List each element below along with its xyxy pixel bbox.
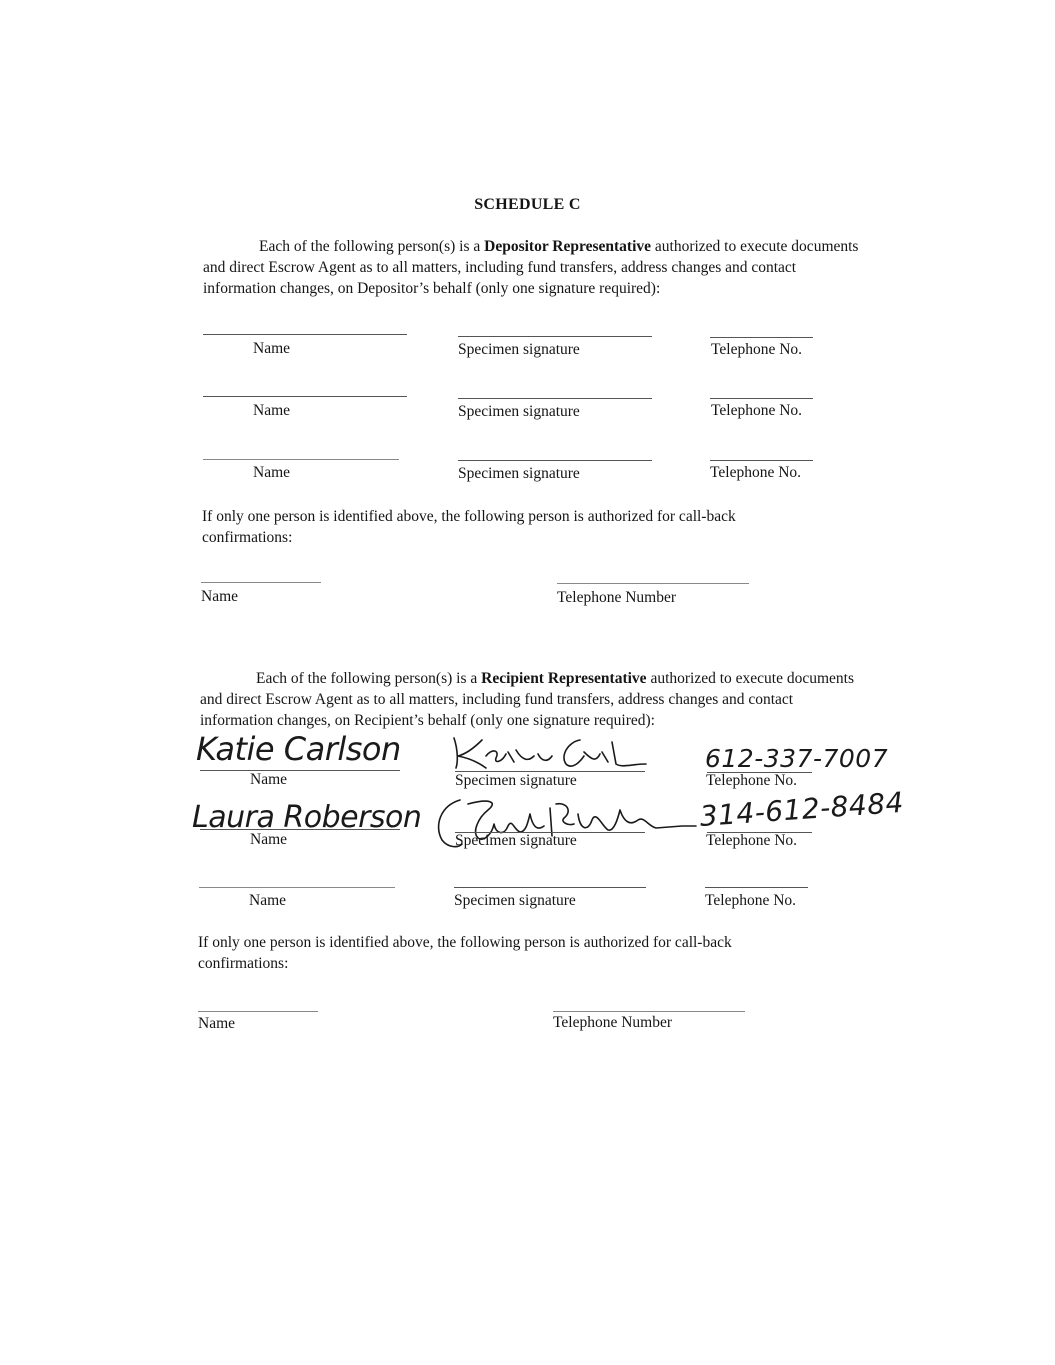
recipient-name-line-1 bbox=[200, 770, 400, 771]
depositor-name-label-1: Name bbox=[253, 340, 291, 357]
recipient-phone-line-3 bbox=[705, 887, 808, 888]
depositor-name-label-2: Name bbox=[253, 402, 291, 419]
depositor-name-line-2 bbox=[203, 396, 407, 397]
depositor-signature-label-1: Specimen signature bbox=[458, 341, 580, 358]
depositor-intro-text-end: authorized to execute documents and direct Escrow Agent as to all matters, including fund transfers, address changes and contact information changes, on Depositor’s behalf (only one signature required): bbox=[203, 238, 859, 297]
depositor-phone-label-1: Telephone No. bbox=[711, 341, 803, 358]
recipient-intro-text-start: Each of the following person(s) is a bbox=[256, 670, 482, 687]
recipient-callback-name-line bbox=[198, 1011, 318, 1012]
depositor-callback-phone-line bbox=[557, 583, 749, 584]
recipient-representative-term: Recipient Representative bbox=[481, 670, 647, 687]
depositor-signature-line-1 bbox=[458, 336, 652, 337]
recipient-signature-1 bbox=[452, 734, 652, 774]
recipient-phone-label-3: Telephone No. bbox=[705, 892, 797, 909]
depositor-signature-line-3 bbox=[458, 460, 652, 461]
depositor-phone-label-3: Telephone No. bbox=[710, 464, 802, 481]
recipient-callback-phone-line bbox=[553, 1011, 745, 1012]
recipient-name-label-2: Name bbox=[250, 831, 288, 848]
depositor-intro-paragraph bbox=[203, 236, 863, 299]
depositor-signature-line-2 bbox=[458, 398, 652, 399]
page-title: SCHEDULE C bbox=[474, 196, 581, 213]
depositor-signature-label-2: Specimen signature bbox=[458, 403, 580, 420]
recipient-name-label-1: Name bbox=[250, 771, 288, 788]
depositor-name-line-1 bbox=[203, 334, 407, 335]
depositor-phone-label-2: Telephone No. bbox=[711, 402, 803, 419]
depositor-phone-line-1 bbox=[710, 337, 813, 338]
depositor-signature-label-3: Specimen signature bbox=[458, 465, 580, 482]
depositor-representative-term: Depositor Representative bbox=[484, 238, 652, 255]
depositor-callback-phone-label: Telephone Number bbox=[557, 589, 676, 606]
recipient-signature-label-3: Specimen signature bbox=[454, 892, 576, 909]
depositor-name-line-3 bbox=[203, 459, 399, 460]
recipient-intro-text-end: authorized to execute documents and direct Escrow Agent as to all matters, including fund transfers, address changes and contact information changes, on Recipient’s behalf (only one signature required): bbox=[200, 670, 855, 729]
recipient-signature-label-1: Specimen signature bbox=[455, 772, 577, 789]
recipient-name-value-1: Katie Carlson bbox=[196, 730, 401, 768]
recipient-name-value-2: Laura Roberson bbox=[192, 800, 422, 835]
recipient-phone-value-2: 314-612-8484 bbox=[698, 785, 905, 833]
depositor-name-label-3: Name bbox=[253, 464, 291, 481]
recipient-name-line-3 bbox=[199, 887, 395, 888]
recipient-callback-phone-label: Telephone Number bbox=[553, 1014, 672, 1031]
recipient-signature-label-2: Specimen signature bbox=[455, 832, 577, 849]
recipient-phone-label-2: Telephone No. bbox=[706, 832, 798, 849]
recipient-signature-line-3 bbox=[454, 887, 646, 888]
recipient-intro-paragraph bbox=[200, 668, 860, 731]
recipient-name-line-2 bbox=[200, 829, 400, 830]
recipient-name-label-3: Name bbox=[249, 892, 287, 909]
depositor-callback-text: If only one person is identified above, the following person is authorized for call-back confirmations: bbox=[202, 508, 736, 546]
recipient-callback-text: If only one person is identified above, the following person is authorized for call-back confirmations: bbox=[198, 934, 732, 972]
depositor-phone-line-2 bbox=[710, 398, 813, 399]
recipient-callback-name-label: Name bbox=[198, 1015, 236, 1032]
depositor-callback-name-line bbox=[201, 582, 321, 583]
recipient-phone-value-1: 612-337-7007 bbox=[705, 744, 889, 773]
depositor-callback-name-label: Name bbox=[201, 588, 239, 605]
depositor-intro-text-start: Each of the following person(s) is a bbox=[259, 238, 485, 255]
recipient-phone-label-1: Telephone No. bbox=[706, 772, 798, 789]
depositor-phone-line-3 bbox=[710, 460, 813, 461]
